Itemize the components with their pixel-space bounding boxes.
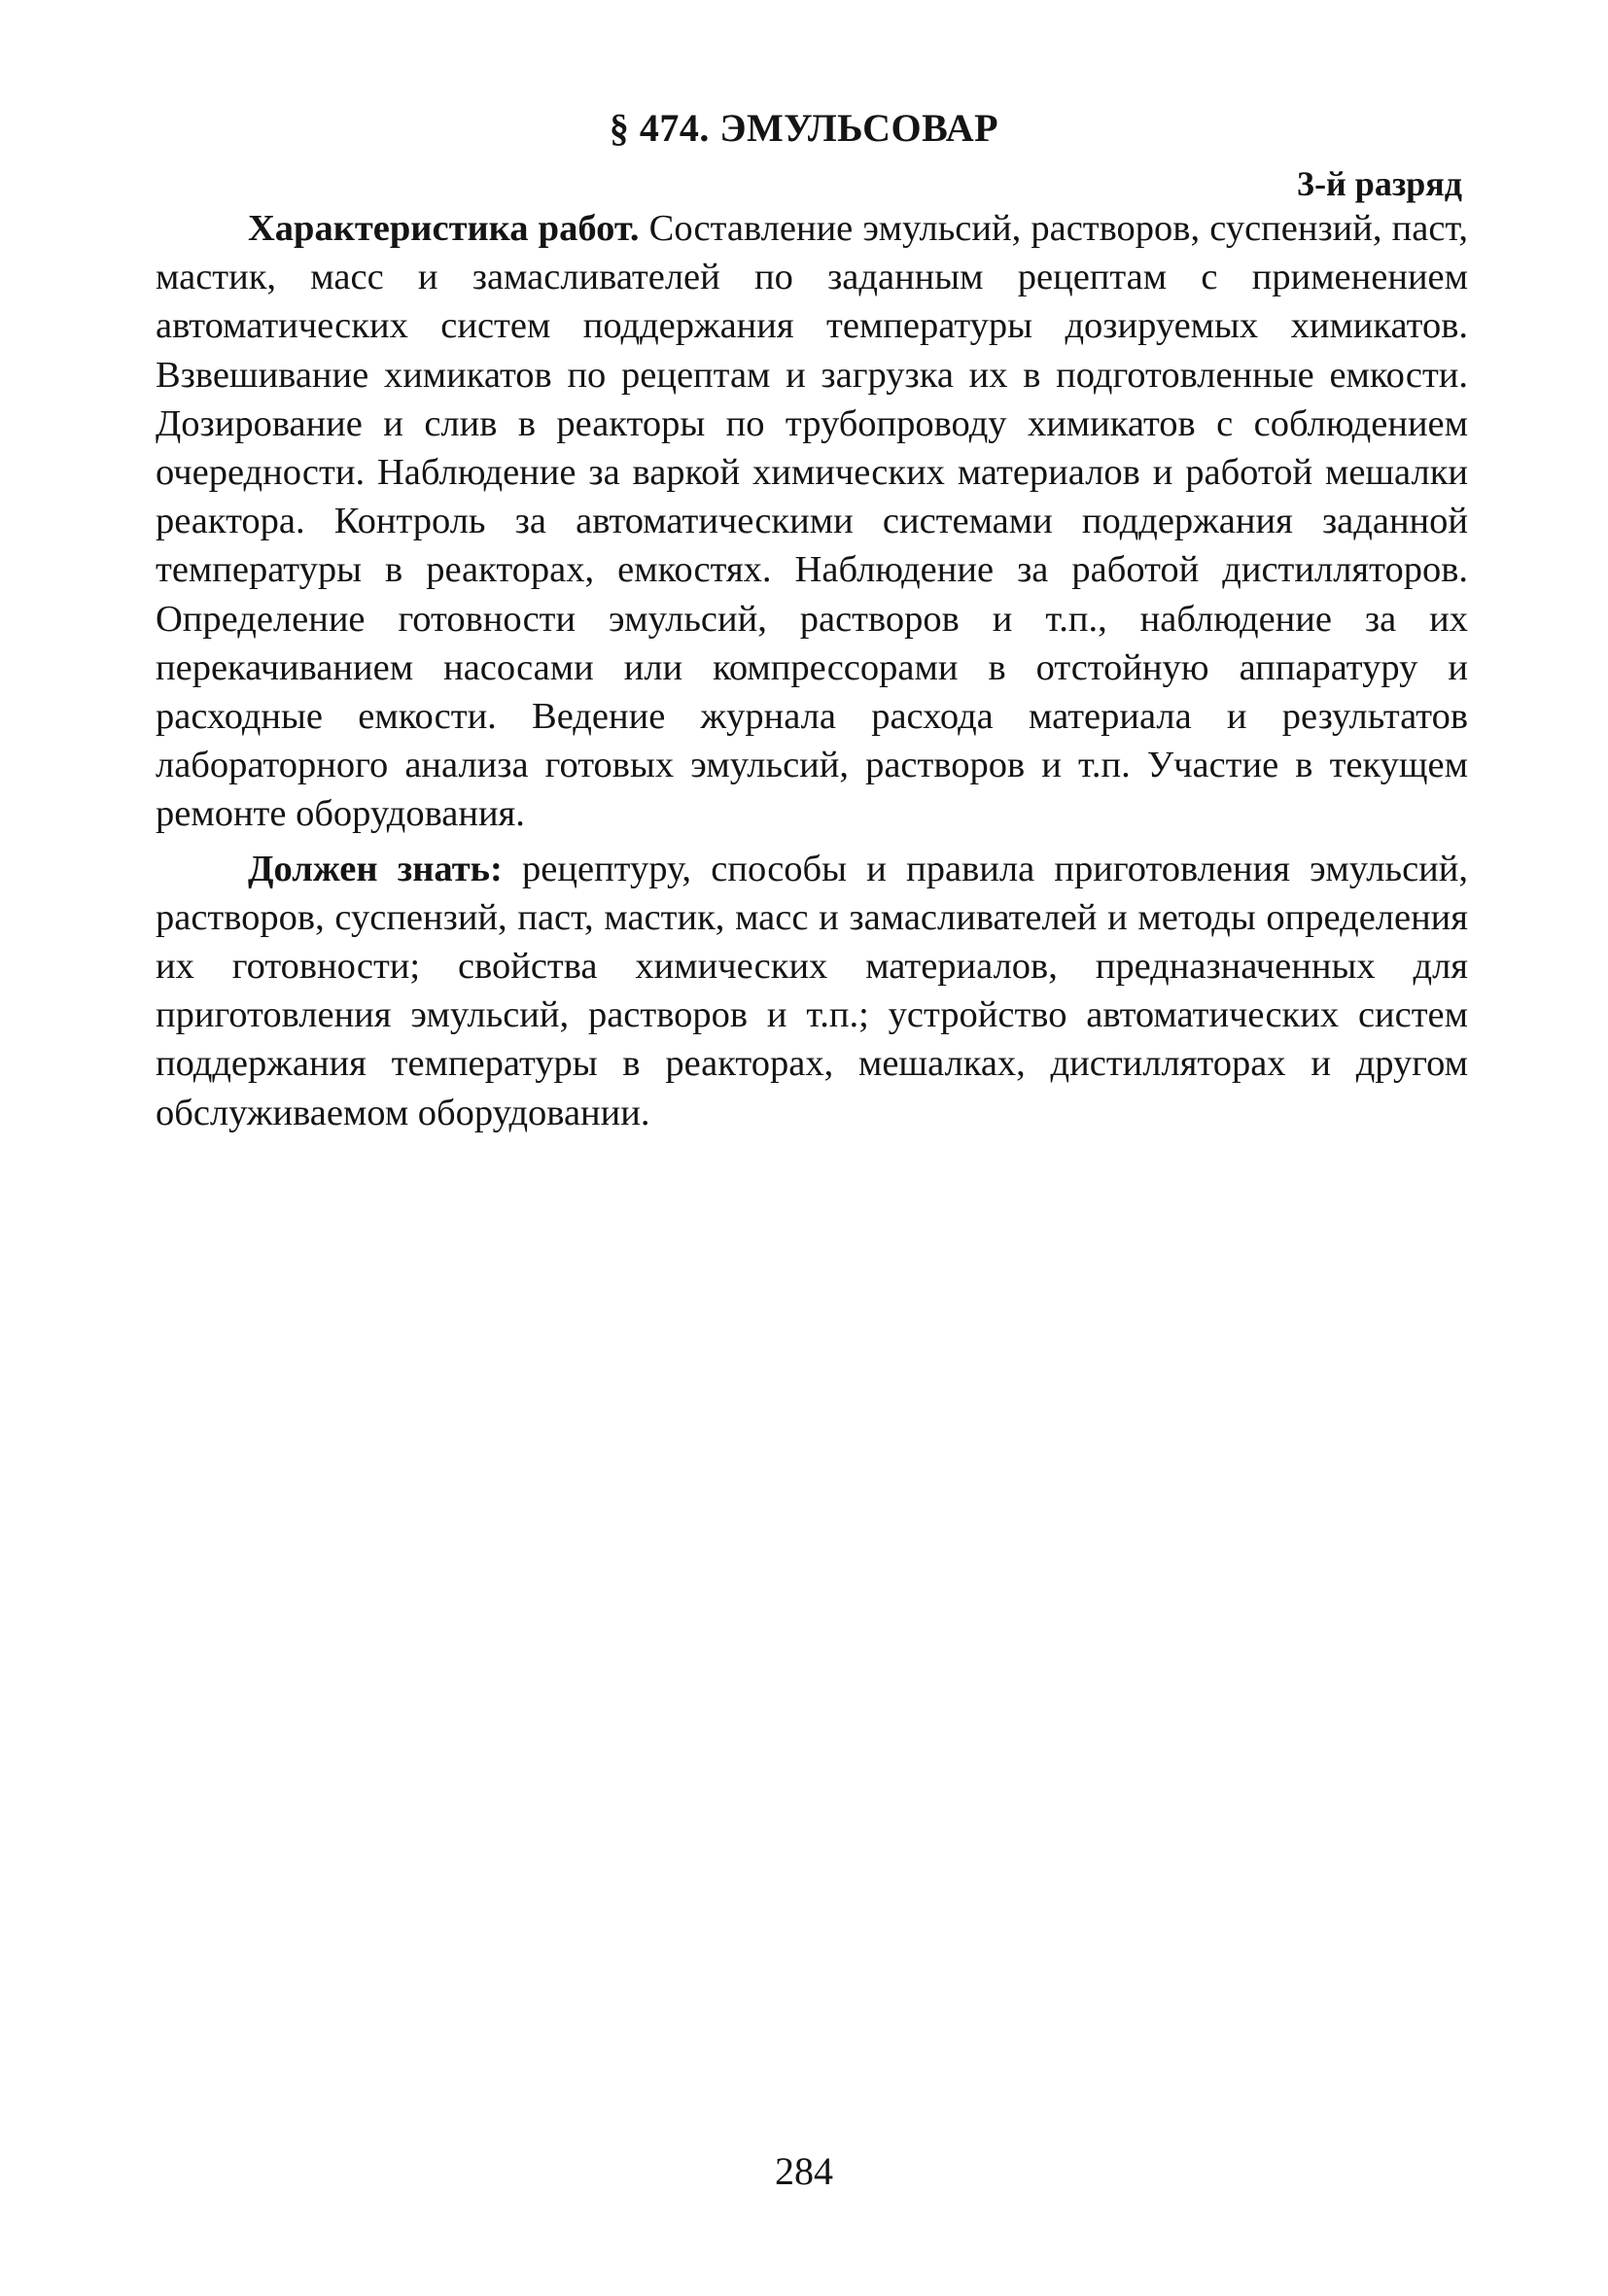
- section-title: § 474. ЭМУЛЬСОВАР: [609, 106, 999, 150]
- paragraph-lead: Должен знать:: [248, 848, 503, 889]
- work-characteristics-paragraph: [156, 204, 1468, 839]
- section-body: [156, 204, 1468, 1143]
- paragraph-text: Составление эмульсий, растворов, суспензий, паст, мастик, масс и замасливателей по заданным рецептам с применением автоматических систем поддержания температуры дозируемых химикатов. Взвешивание химикатов по рецептам и загрузка их в подготовленные емкости. Дозирование и слив в реакторы по трубопроводу химикатов с соблюдением очередности. Наблюдение за варкой химических материалов и работой мешалки реактора. Контроль за автоматическими системами поддержания заданной температуры в реакторах, емкостях. Наблюдение за работой дистилляторов. Определение готовности эмульсий, растворов и т.п., наблюдение за их перекачиванием насосами или компрессорами в отстойную аппаратуру и расходные емкости. Ведение журнала расхода материала и результатов лабораторного анализа готовых эмульсий, растворов и т.п. Участие в текущем ремонте оборудования.: [156, 208, 1468, 835]
- page-number: 284: [775, 2149, 833, 2193]
- paragraph-lead: Характеристика работ.: [248, 208, 640, 249]
- must-know-paragraph: [156, 845, 1468, 1137]
- grade-label: 3-й разряд: [1297, 164, 1462, 203]
- paragraph-text: рецептуру, способы и правила приготовления эмульсий, растворов, суспензий, паст, мастик, масс и замасливателей и методы определения их готовности; свойства химических материалов, предназначенных для приготовления эмульсий, растворов и т.п.; устройство автоматических систем поддержания температуры в реакторах, мешалках, дистилляторах и другом обслуживаемом оборудовании.: [156, 848, 1468, 1133]
